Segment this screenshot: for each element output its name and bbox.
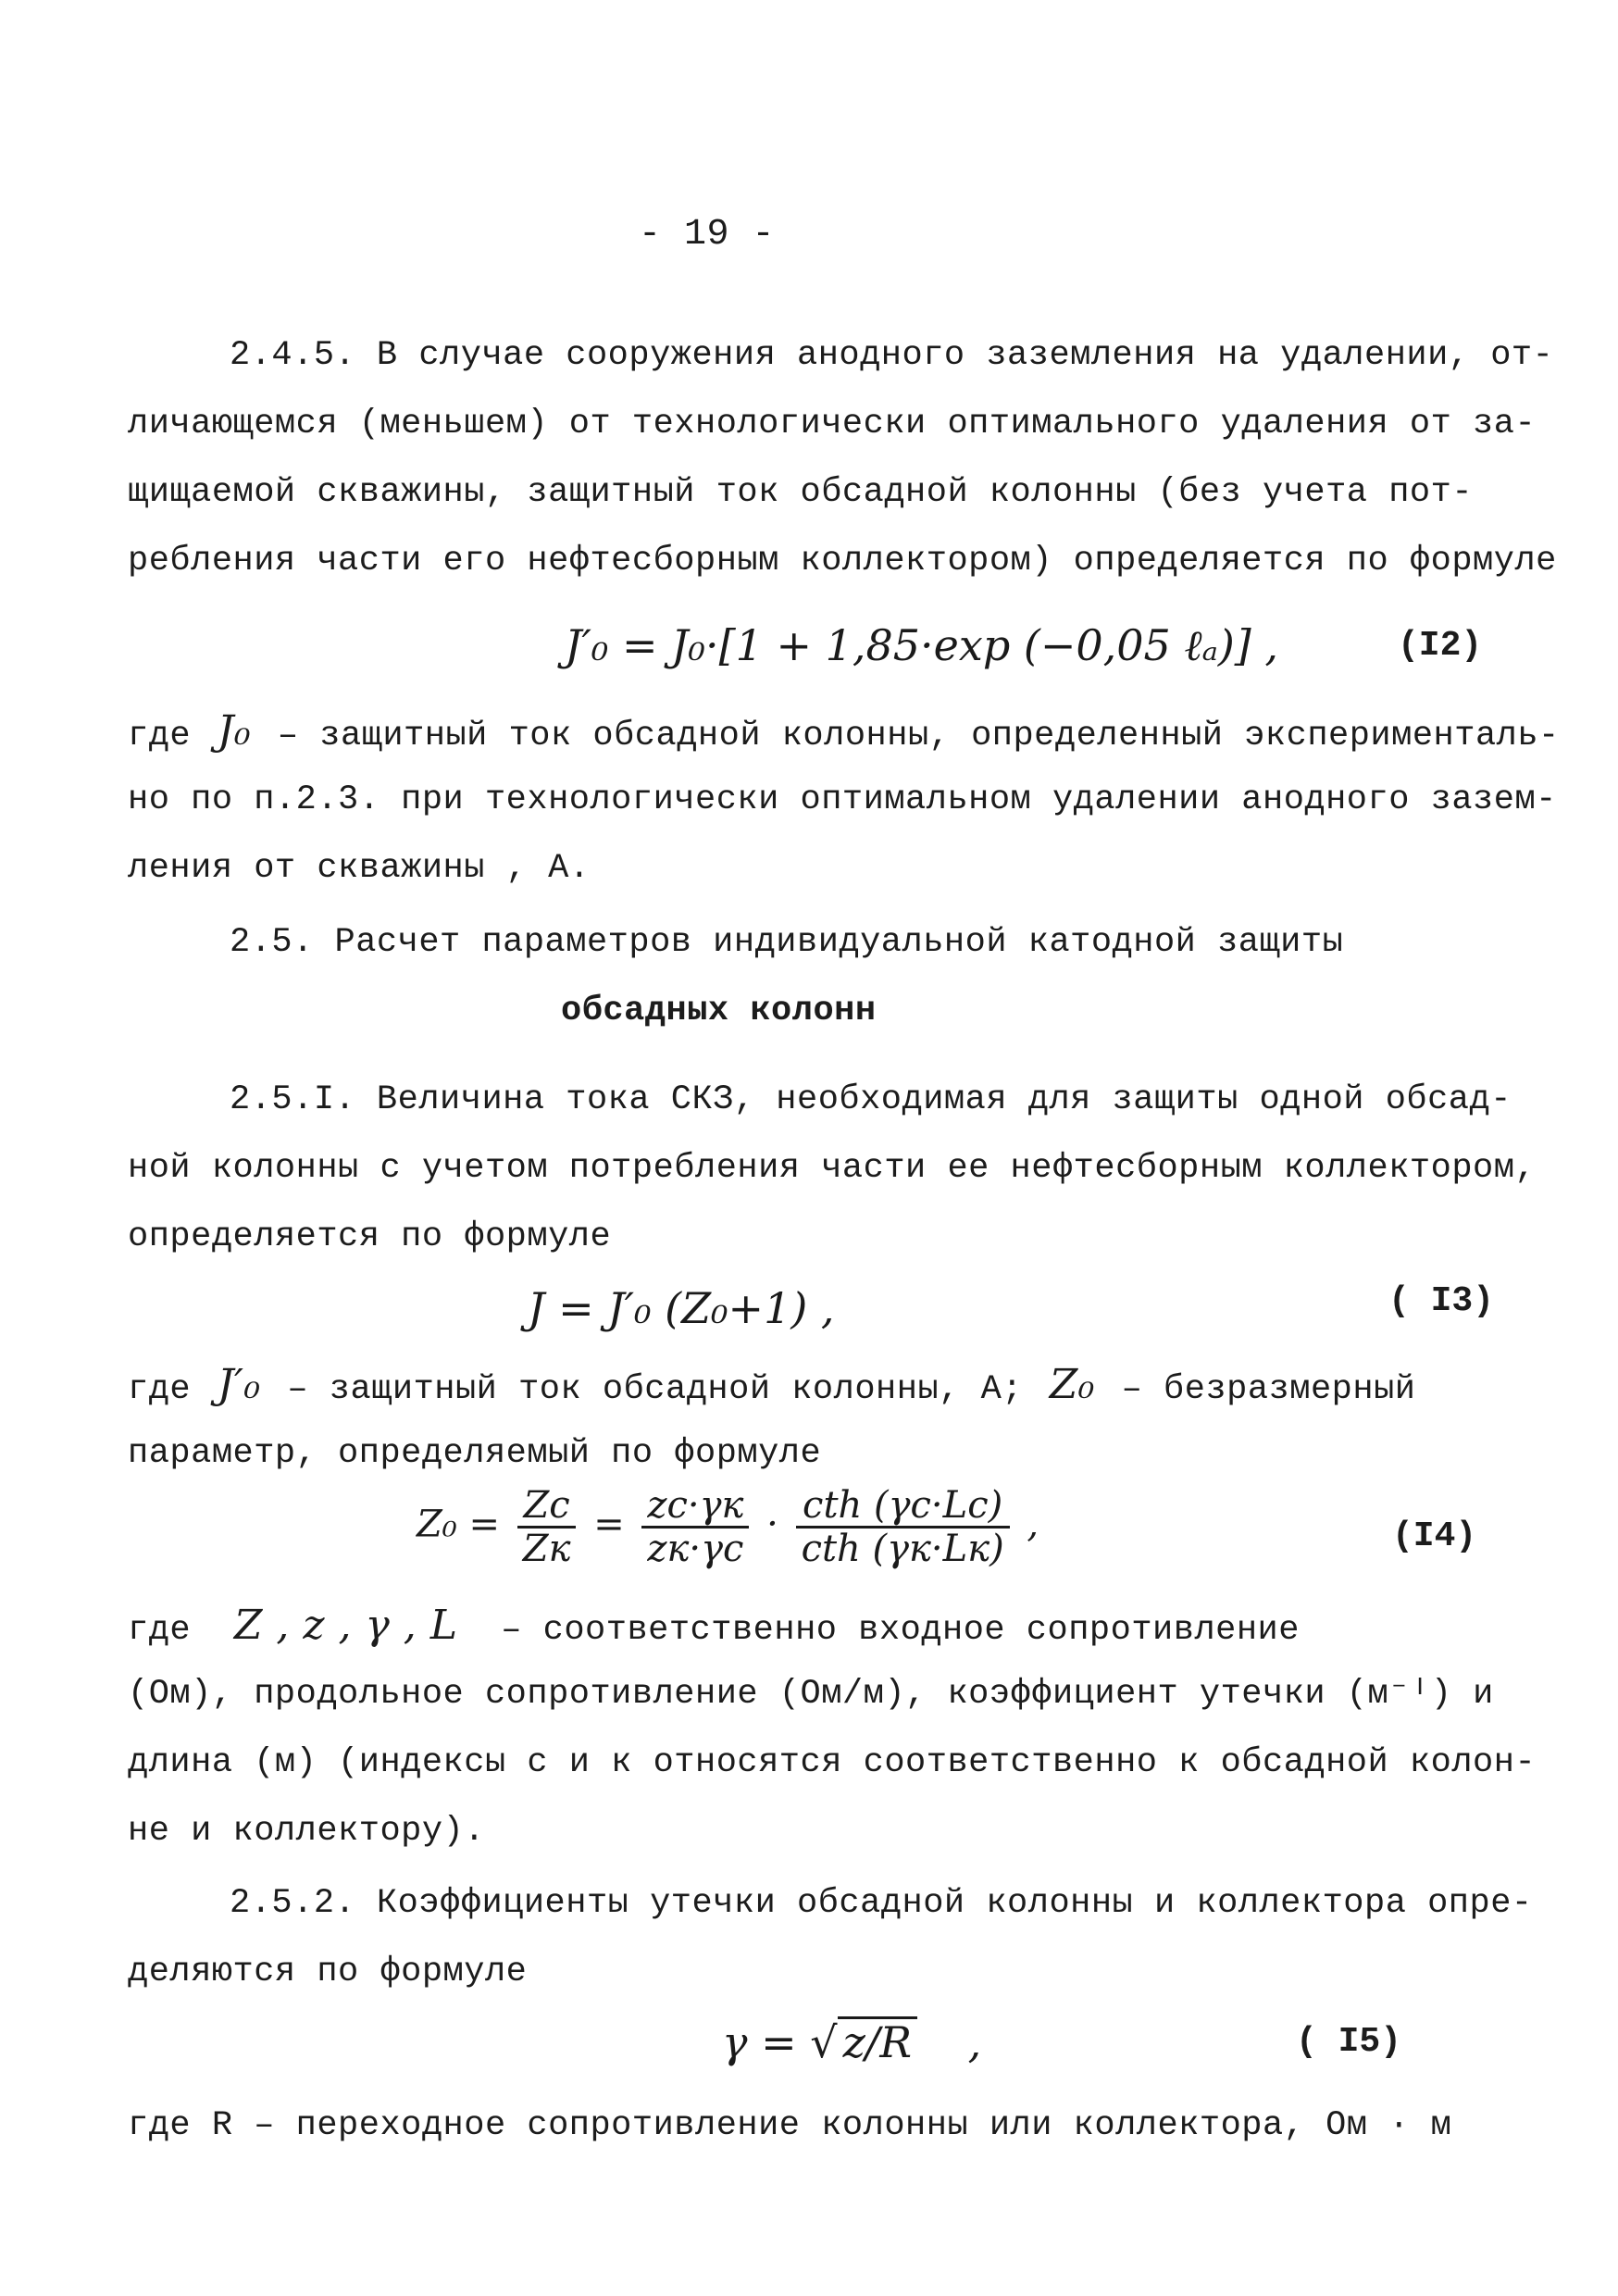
paragraph-2-5-1-line-1: 2.5.I. Величина тока СКЗ, необходимая для защиты одной обсад- [230,1080,1512,1119]
formula-i4-fraction-3 [796,1485,1010,1569]
where-i2-line-3: ления от скважины , А. [128,849,591,888]
formula-i5-number: ( I5) [1296,2022,1402,2062]
where-i3-lead: где [128,1370,192,1409]
formula-i4-fraction-1-den: Zк [522,1528,571,1570]
formula-i5-radical-sign: √ [810,2017,838,2067]
formula-i5-tail: , [967,2017,982,2067]
where-i2-symbol: J₀ [217,707,252,755]
formula-i4-fraction-2-den: zк·γc [647,1528,744,1570]
formula-i3: J = J′₀ (Z₀+1) , [528,1283,835,1333]
formula-i4-fraction-1 [517,1485,577,1569]
where-i3-line-1 [128,1361,1416,1410]
where-i4-line-2: (Ом), продольное сопротивление (Ом/м), коэффициент утечки (м⁻ᴵ) и [128,1675,1494,1714]
section-2-5-heading-line-1: 2.5. Расчет параметров индивидуальной катодной защиты [230,923,1344,962]
paragraph-2-4-5-line-3: щищаемой скважины, защитный ток обсадной колонны (без учета пот- [128,473,1474,512]
formula-i4-fraction-2 [641,1485,749,1569]
formula-i2 [565,620,1278,670]
paragraph-2-5-2-line-2: деляются по формуле [128,1953,528,1991]
page-number: - 19 - [639,214,776,256]
paragraph-2-4-5-line-1: 2.4.5. В случае сооружения анодного заземления на удалении, от- [230,336,1554,375]
paragraph-2-5-2-line-1: 2.5.2. Коэффициенты утечки обсадной колонны и коллектора опре- [230,1884,1533,1923]
where-i3-symbol-1: J′₀ [217,1361,261,1408]
where-i4-symbols: Z , z , γ , L [233,1602,458,1649]
formula-i4-fraction-3-den: cth (γк·Lк) [801,1528,1004,1570]
formula-i4-fraction-2-num: zc·γк [641,1485,749,1529]
formula-i4-dot: · [766,1503,778,1546]
formula-i4 [417,1485,1039,1569]
formula-i2-rhs: = J₀·[1 + 1,85·exp (−0,05 ℓₐ)] , [621,620,1278,670]
paragraph-2-5-1-line-3: определяется по формуле [128,1217,612,1256]
where-i4-line-1 [128,1602,1300,1651]
where-i3-mid: – защитный ток обсадной колонны, А; [287,1370,1023,1409]
formula-i4-lhs: Z₀ = [417,1503,501,1546]
where-i5-line: где R – переходное сопротивление колонны или коллектора, Ом · м [128,2106,1452,2145]
where-i2-line-2: но по п.2.3. при технологически оптимальном удалении анодного зазем- [128,780,1557,819]
formula-i2-number: (I2) [1398,626,1483,666]
formula-i5-lhs: γ = [722,2017,797,2067]
paragraph-2-5-1-line-2: ной колонны с учетом потребления части ее нефтесборным коллектором, [128,1149,1537,1188]
section-2-5-heading-line-2: обсадных колонн [561,992,877,1030]
where-i2-text: – защитный ток обсадной колонны, определенный эксперименталь- [277,717,1560,755]
formula-i4-number: (I4) [1392,1516,1477,1556]
formula-i5 [722,2016,981,2067]
where-i3-line-2: параметр, определяемый по формуле [128,1434,822,1473]
paragraph-2-4-5-line-2: личающемся (меньшем) от технологически оптимального удаления от за- [128,405,1537,443]
formula-i2-lhs: J′₀ [565,620,609,670]
formula-i5-radicand: z/R [838,2016,917,2065]
where-i3-tail: – безразмерный [1121,1370,1416,1409]
where-i4-lead: где [128,1611,192,1650]
formula-i4-fraction-3-num: cth (γc·Lc) [796,1485,1010,1529]
formula-i4-eq2: = [593,1503,625,1546]
where-i2-lead: где [128,717,192,755]
where-i3-symbol-2: Z₀ [1049,1361,1095,1408]
where-i4-text: – соответственно входное сопротивление [501,1611,1300,1650]
formula-i4-fraction-1-num: Zc [517,1485,577,1529]
paragraph-2-4-5-line-4: ребления части его нефтесборным коллектором) определяется по формуле [128,542,1557,580]
formula-i4-tail: , [1027,1503,1039,1546]
where-i4-line-3: длина (м) (индексы с и к относятся соответственно к обсадной колон- [128,1743,1537,1782]
formula-i3-number: ( I3) [1388,1281,1495,1321]
where-i4-line-4: не и коллектору). [128,1812,485,1851]
where-i2-line-1 [128,707,1560,756]
